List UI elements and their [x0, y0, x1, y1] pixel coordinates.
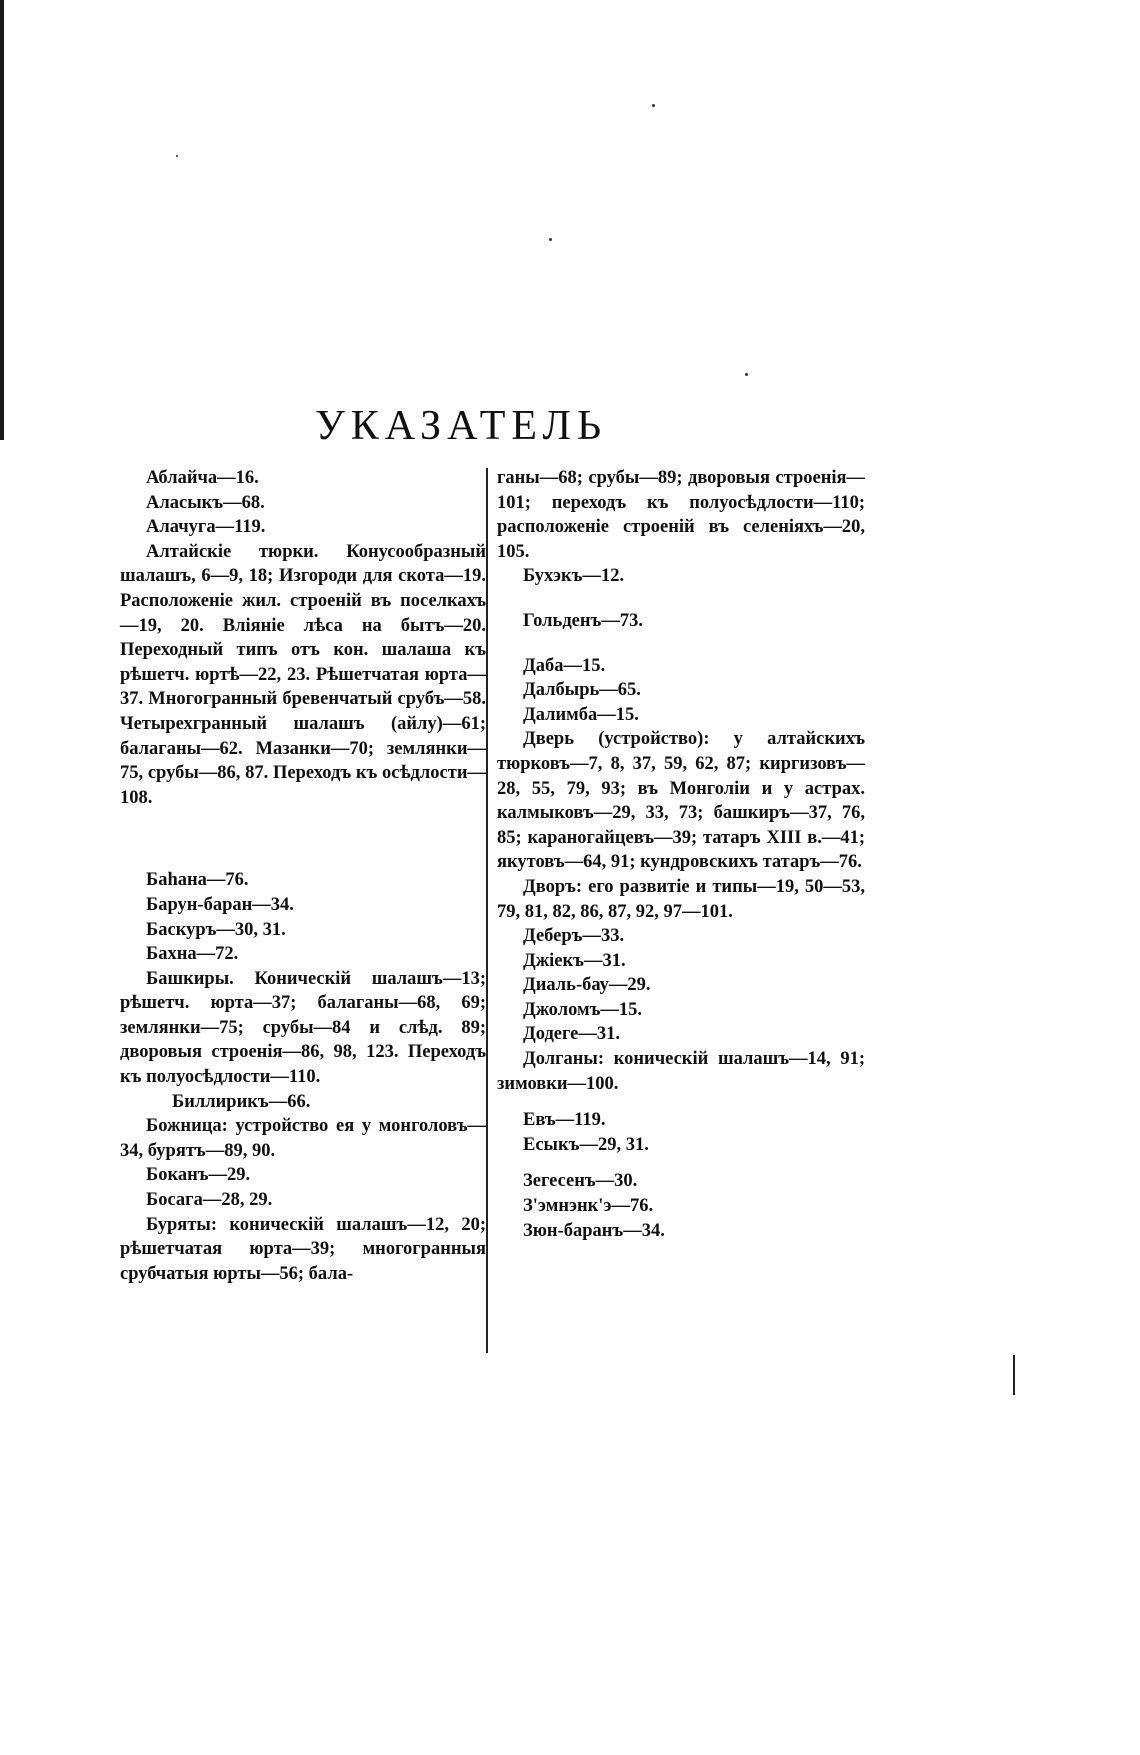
index-entry: Зегесенъ—30. — [523, 1171, 638, 1192]
index-entry: Буряты: коническій шалашъ—12, 20; рѣшетчатая юрта—39; многогранныя срубчатыя юрты—56; бала- — [120, 1214, 486, 1284]
index-entry: Алтайскіе тюрки. Конусообразный шалашъ, 6—9, 18; Изгороди для скота—19. Расположеніе жил. строеній въ поселкахъ—19, 20. Вліяніе лѣса на бытъ—20. Переходный типъ отъ кон. шалаша къ рѣшетч. юртѣ—22, 23. Рѣшетчатая юрта—37. Многогранный бревенчатый срубъ—58. Четырехгранный шалашъ (айлу)—61; балаганы—62. Мазанки—70; землянки—75, срубы—86, 87. Переходъ къ осѣдлости—108. — [120, 541, 486, 808]
index-entry: Дверь (устройство): у алтайскихъ тюрковъ—7, 8, 37, 59, 62, 87; киргизовъ—28, 55, 79, 93; въ Монголіи и у астрах. калмыковъ—29, 33, 73; башкиръ—37, 76, 85; караногайцевъ—39; татаръ XIII в.—41; якутовъ—64, 91; кундровскихъ татаръ—76. — [497, 729, 865, 873]
index-column-left — [120, 466, 486, 1286]
index-entry: Джіекъ—31. — [523, 950, 626, 971]
scan-speck — [652, 104, 655, 107]
index-entry: ганы—68; срубы—89; дворовыя строенія—101; переходъ къ полуосѣдлости—110; расположеніе строеній въ селеніяхъ—20, 105. — [497, 468, 865, 562]
index-entry: Далимба—15. — [523, 704, 639, 725]
page-title: УКАЗАТЕЛЬ — [315, 403, 608, 449]
index-entry: Башкиры. Коническій шалашъ—13; рѣшетч. юрта—37; балаганы—68, 69; землянки—75; срубы—84 и слѣд. 89; дворовыя строенія—86, 98, 123. Переходъ къ полуосѣдлости—110. — [120, 968, 486, 1088]
index-entry: Биллирикъ—66. — [172, 1091, 311, 1112]
page-edge-line — [0, 0, 4, 440]
index-entry: Евъ—119. — [523, 1110, 606, 1131]
index-entry: Баскуръ—30, 31. — [146, 919, 286, 940]
index-entry: Гольденъ—73. — [523, 610, 643, 631]
column-divider — [486, 468, 488, 1353]
index-entry: Баһана—76. — [146, 870, 249, 891]
index-entry: Деберъ—33. — [523, 926, 625, 947]
section-gap — [497, 589, 865, 609]
section-gap — [497, 634, 865, 654]
index-column-right — [497, 466, 865, 1243]
index-entry: Божница: устройство ея у монголовъ—34, бурятъ—89, 90. — [120, 1116, 486, 1161]
index-entry: Додеге—31. — [523, 1024, 621, 1045]
index-entry: Даба—15. — [523, 655, 606, 676]
scan-speck — [176, 155, 178, 157]
index-entry: Бахна—72. — [146, 944, 239, 965]
index-entry: Зюн-баранъ—34. — [523, 1220, 665, 1241]
scan-speck — [745, 373, 748, 376]
index-entry: Алачуга—119. — [146, 517, 266, 538]
scan-speck — [549, 238, 552, 241]
index-entry: Барун-баран—34. — [146, 894, 294, 915]
index-entry: Дворъ: его развитіе и типы—19, 50—53, 79, 81, 82, 86, 87, 92, 97—101. — [497, 876, 865, 922]
section-gap — [146, 810, 486, 868]
index-entry: Долганы: коническій шалашъ—14, 91; зимовки—100. — [497, 1049, 865, 1094]
section-gap — [497, 1096, 865, 1108]
index-entry: З'эмнэнк'э—76. — [523, 1196, 654, 1217]
index-entry: Джоломъ—15. — [523, 999, 642, 1020]
index-entry: Боканъ—29. — [146, 1165, 251, 1186]
index-entry: Далбырь—65. — [523, 680, 641, 701]
index-entry: Бухэкъ—12. — [523, 566, 625, 587]
index-entry: Диаль-бау—29. — [523, 975, 651, 996]
index-entry: Босага—28, 29. — [146, 1190, 273, 1211]
page-edge-mark — [1013, 1355, 1015, 1395]
section-gap — [497, 1157, 865, 1169]
index-entry: Аласыкъ—68. — [146, 492, 265, 513]
index-entry: Аблайча—16. — [146, 468, 259, 488]
index-entry: Есыкъ—29, 31. — [523, 1134, 649, 1155]
